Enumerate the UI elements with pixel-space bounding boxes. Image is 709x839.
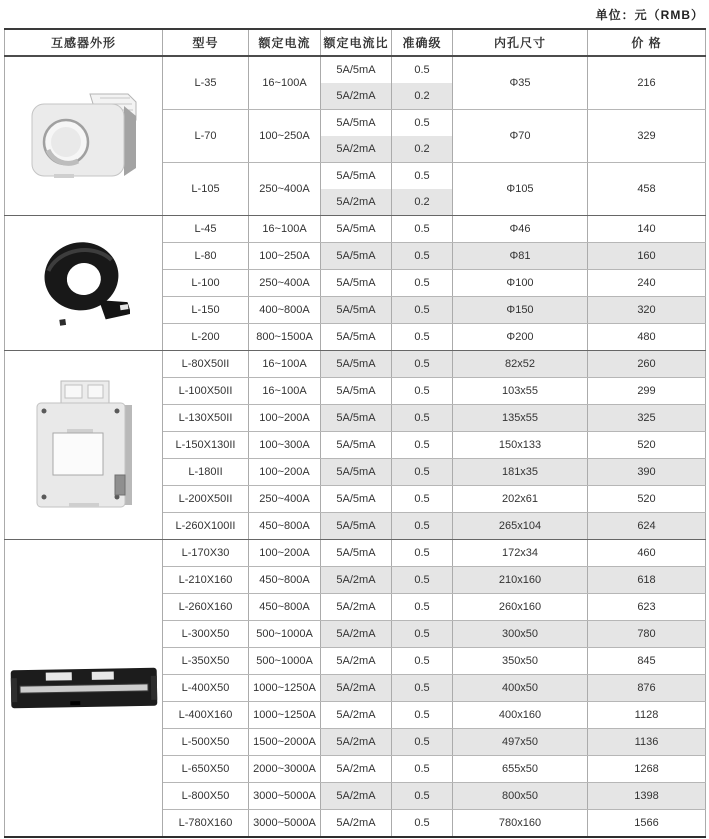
rated-current-cell: 450~800A xyxy=(249,567,321,594)
current-ratio-cell: 5A/2mA xyxy=(321,702,392,729)
hole-size-cell: 172x34 xyxy=(453,540,588,567)
price-cell: 623 xyxy=(588,594,706,621)
price-cell: 1136 xyxy=(588,729,706,756)
price-cell: 260 xyxy=(588,351,706,378)
frame-ct-photo-graphic xyxy=(31,377,137,513)
rated-current-cell: 450~800A xyxy=(249,513,321,540)
model-cell: L-130X50II xyxy=(163,405,249,432)
hole-size-cell: Φ200 xyxy=(453,324,588,351)
unit-label: 单位：元（RMB） xyxy=(595,8,704,22)
current-ratio-cell: 5A/5mA xyxy=(321,351,392,378)
accuracy-class-cell: 0.5 xyxy=(392,351,453,378)
price-cell: 216 xyxy=(588,56,706,110)
current-ratio-cell: 5A/5mA xyxy=(321,297,392,324)
rated-current-cell: 3000~5000A xyxy=(249,810,321,838)
hole-size-cell: 780x160 xyxy=(453,810,588,838)
price-cell: 160 xyxy=(588,243,706,270)
current-ratio-cell: 5A/5mA xyxy=(321,486,392,513)
hole-size-cell: Φ35 xyxy=(453,56,588,110)
model-cell: L-35 xyxy=(163,56,249,110)
rated-current-cell: 100~250A xyxy=(249,110,321,163)
accuracy-class-cell: 0.2 xyxy=(392,189,453,216)
model-cell: L-650X50 xyxy=(163,756,249,783)
table-body xyxy=(5,56,706,837)
model-cell: L-800X50 xyxy=(163,783,249,810)
price-cell: 1566 xyxy=(588,810,706,838)
rated-current-cell: 100~200A xyxy=(249,459,321,486)
current-ratio-cell: 5A/5mA xyxy=(321,378,392,405)
model-cell: L-105 xyxy=(163,163,249,216)
hole-size-cell: 800x50 xyxy=(453,783,588,810)
current-ratio-cell: 5A/5mA xyxy=(321,405,392,432)
accuracy-class-cell: 0.5 xyxy=(392,486,453,513)
current-ratio-cell: 5A/5mA xyxy=(321,216,392,243)
price-cell: 458 xyxy=(588,163,706,216)
model-cell: L-200 xyxy=(163,324,249,351)
table-row xyxy=(5,351,706,378)
accuracy-class-cell: 0.5 xyxy=(392,621,453,648)
rated-current-cell: 100~300A xyxy=(249,432,321,459)
rated-current-cell: 16~100A xyxy=(249,351,321,378)
rated-current-cell: 500~1000A xyxy=(249,648,321,675)
rated-current-cell: 1000~1250A xyxy=(249,702,321,729)
accuracy-class-cell: 0.2 xyxy=(392,83,453,110)
hole-size-cell: 400x160 xyxy=(453,702,588,729)
accuracy-class-cell: 0.5 xyxy=(392,297,453,324)
model-cell: L-260X160 xyxy=(163,594,249,621)
model-cell: L-210X160 xyxy=(163,567,249,594)
rated-current-cell: 16~100A xyxy=(249,56,321,110)
current-ratio-cell: 5A/2mA xyxy=(321,675,392,702)
hole-size-cell: Φ150 xyxy=(453,297,588,324)
accuracy-class-cell: 0.5 xyxy=(392,567,453,594)
accuracy-class-cell: 0.5 xyxy=(392,513,453,540)
model-cell: L-100X50II xyxy=(163,378,249,405)
current-ratio-cell: 5A/5mA xyxy=(321,324,392,351)
accuracy-class-cell: 0.2 xyxy=(392,136,453,163)
rated-current-cell: 2000~3000A xyxy=(249,756,321,783)
hole-size-cell: 135x55 xyxy=(453,405,588,432)
rated-current-cell: 16~100A xyxy=(249,378,321,405)
rated-current-cell: 800~1500A xyxy=(249,324,321,351)
hole-size-cell: 265x104 xyxy=(453,513,588,540)
current-ratio-cell: 5A/5mA xyxy=(321,56,392,83)
accuracy-class-cell: 0.5 xyxy=(392,432,453,459)
hole-size-cell: Φ70 xyxy=(453,110,588,163)
accuracy-class-cell: 0.5 xyxy=(392,56,453,83)
current-ratio-cell: 5A/5mA xyxy=(321,513,392,540)
busbar-ct-photo-graphic xyxy=(8,657,160,719)
hole-size-cell: 82x52 xyxy=(453,351,588,378)
square-ct-photo xyxy=(5,56,163,216)
accuracy-class-cell: 0.5 xyxy=(392,163,453,190)
hole-size-cell: 210x160 xyxy=(453,567,588,594)
model-cell: L-300X50 xyxy=(163,621,249,648)
hole-size-cell: 497x50 xyxy=(453,729,588,756)
accuracy-class-cell: 0.5 xyxy=(392,729,453,756)
model-cell: L-260X100II xyxy=(163,513,249,540)
accuracy-class-cell: 0.5 xyxy=(392,405,453,432)
model-cell: L-80X50II xyxy=(163,351,249,378)
current-ratio-cell: 5A/2mA xyxy=(321,136,392,163)
rated-current-cell: 450~800A xyxy=(249,594,321,621)
toroidal-ct-photo-graphic xyxy=(38,230,130,336)
current-ratio-cell: 5A/5mA xyxy=(321,243,392,270)
rated-current-cell: 100~200A xyxy=(249,405,321,432)
busbar-ct-photo xyxy=(5,540,163,838)
model-cell: L-170X30 xyxy=(163,540,249,567)
accuracy-class-cell: 0.5 xyxy=(392,324,453,351)
price-cell: 320 xyxy=(588,297,706,324)
price-cell: 390 xyxy=(588,459,706,486)
current-ratio-cell: 5A/2mA xyxy=(321,783,392,810)
rated-current-cell: 250~400A xyxy=(249,163,321,216)
current-ratio-cell: 5A/2mA xyxy=(321,189,392,216)
accuracy-class-cell: 0.5 xyxy=(392,459,453,486)
accuracy-class-cell: 0.5 xyxy=(392,675,453,702)
current-ratio-cell: 5A/2mA xyxy=(321,567,392,594)
price-cell: 520 xyxy=(588,486,706,513)
column-header: 内孔尺寸 xyxy=(453,29,588,56)
rated-current-cell: 100~200A xyxy=(249,540,321,567)
rated-current-cell: 250~400A xyxy=(249,270,321,297)
current-ratio-cell: 5A/2mA xyxy=(321,594,392,621)
model-cell: L-80 xyxy=(163,243,249,270)
current-ratio-cell: 5A/2mA xyxy=(321,810,392,838)
current-ratio-cell: 5A/2mA xyxy=(321,756,392,783)
header-row xyxy=(5,29,706,56)
column-header: 价 格 xyxy=(588,29,706,56)
hole-size-cell: 202x61 xyxy=(453,486,588,513)
table-header xyxy=(5,29,706,56)
model-cell: L-180II xyxy=(163,459,249,486)
rated-current-cell: 250~400A xyxy=(249,486,321,513)
model-cell: L-150 xyxy=(163,297,249,324)
price-cell: 780 xyxy=(588,621,706,648)
accuracy-class-cell: 0.5 xyxy=(392,756,453,783)
column-header: 额定电流 xyxy=(249,29,321,56)
rated-current-cell: 3000~5000A xyxy=(249,783,321,810)
column-header: 准确级 xyxy=(392,29,453,56)
accuracy-class-cell: 0.5 xyxy=(392,783,453,810)
accuracy-class-cell: 0.5 xyxy=(392,540,453,567)
model-cell: L-100 xyxy=(163,270,249,297)
hole-size-cell: 181x35 xyxy=(453,459,588,486)
current-ratio-cell: 5A/5mA xyxy=(321,163,392,190)
hole-size-cell: Φ105 xyxy=(453,163,588,216)
accuracy-class-cell: 0.5 xyxy=(392,270,453,297)
price-cell: 624 xyxy=(588,513,706,540)
table-row xyxy=(5,56,706,83)
accuracy-class-cell: 0.5 xyxy=(392,378,453,405)
accuracy-class-cell: 0.5 xyxy=(392,594,453,621)
price-cell: 1398 xyxy=(588,783,706,810)
price-cell: 1268 xyxy=(588,756,706,783)
hole-size-cell: 655x50 xyxy=(453,756,588,783)
price-cell: 520 xyxy=(588,432,706,459)
current-ratio-cell: 5A/2mA xyxy=(321,648,392,675)
accuracy-class-cell: 0.5 xyxy=(392,216,453,243)
model-cell: L-350X50 xyxy=(163,648,249,675)
hole-size-cell: 150x133 xyxy=(453,432,588,459)
rated-current-cell: 100~250A xyxy=(249,243,321,270)
price-cell: 845 xyxy=(588,648,706,675)
model-cell: L-400X160 xyxy=(163,702,249,729)
column-header: 型号 xyxy=(163,29,249,56)
current-ratio-cell: 5A/5mA xyxy=(321,270,392,297)
square-ct-photo-graphic xyxy=(26,88,142,184)
model-cell: L-70 xyxy=(163,110,249,163)
price-cell: 325 xyxy=(588,405,706,432)
price-table xyxy=(4,28,706,838)
current-ratio-cell: 5A/5mA xyxy=(321,459,392,486)
model-cell: L-200X50II xyxy=(163,486,249,513)
hole-size-cell: 260x160 xyxy=(453,594,588,621)
table-row xyxy=(5,216,706,243)
accuracy-class-cell: 0.5 xyxy=(392,702,453,729)
model-cell: L-400X50 xyxy=(163,675,249,702)
hole-size-cell: 300x50 xyxy=(453,621,588,648)
price-cell: 299 xyxy=(588,378,706,405)
hole-size-cell: Φ100 xyxy=(453,270,588,297)
current-ratio-cell: 5A/2mA xyxy=(321,729,392,756)
rated-current-cell: 1000~1250A xyxy=(249,675,321,702)
accuracy-class-cell: 0.5 xyxy=(392,243,453,270)
accuracy-class-cell: 0.5 xyxy=(392,810,453,838)
model-cell: L-780X160 xyxy=(163,810,249,838)
hole-size-cell: 400x50 xyxy=(453,675,588,702)
hole-size-cell: 350x50 xyxy=(453,648,588,675)
hole-size-cell: Φ46 xyxy=(453,216,588,243)
column-header: 额定电流比 xyxy=(321,29,392,56)
current-ratio-cell: 5A/2mA xyxy=(321,83,392,110)
hole-size-cell: Φ81 xyxy=(453,243,588,270)
model-cell: L-500X50 xyxy=(163,729,249,756)
current-ratio-cell: 5A/5mA xyxy=(321,110,392,137)
current-ratio-cell: 5A/5mA xyxy=(321,432,392,459)
hole-size-cell: 103x55 xyxy=(453,378,588,405)
table-row xyxy=(5,540,706,567)
price-cell: 480 xyxy=(588,324,706,351)
column-header: 互感器外形 xyxy=(5,29,163,56)
model-cell: L-150X130II xyxy=(163,432,249,459)
frame-ct-photo xyxy=(5,351,163,540)
price-cell: 618 xyxy=(588,567,706,594)
price-cell: 140 xyxy=(588,216,706,243)
rated-current-cell: 400~800A xyxy=(249,297,321,324)
price-cell: 1128 xyxy=(588,702,706,729)
price-cell: 329 xyxy=(588,110,706,163)
rated-current-cell: 16~100A xyxy=(249,216,321,243)
price-cell: 460 xyxy=(588,540,706,567)
model-cell: L-45 xyxy=(163,216,249,243)
toroidal-ct-photo xyxy=(5,216,163,351)
rated-current-cell: 500~1000A xyxy=(249,621,321,648)
current-ratio-cell: 5A/5mA xyxy=(321,540,392,567)
price-cell: 876 xyxy=(588,675,706,702)
accuracy-class-cell: 0.5 xyxy=(392,110,453,137)
accuracy-class-cell: 0.5 xyxy=(392,648,453,675)
current-ratio-cell: 5A/2mA xyxy=(321,621,392,648)
rated-current-cell: 1500~2000A xyxy=(249,729,321,756)
price-cell: 240 xyxy=(588,270,706,297)
